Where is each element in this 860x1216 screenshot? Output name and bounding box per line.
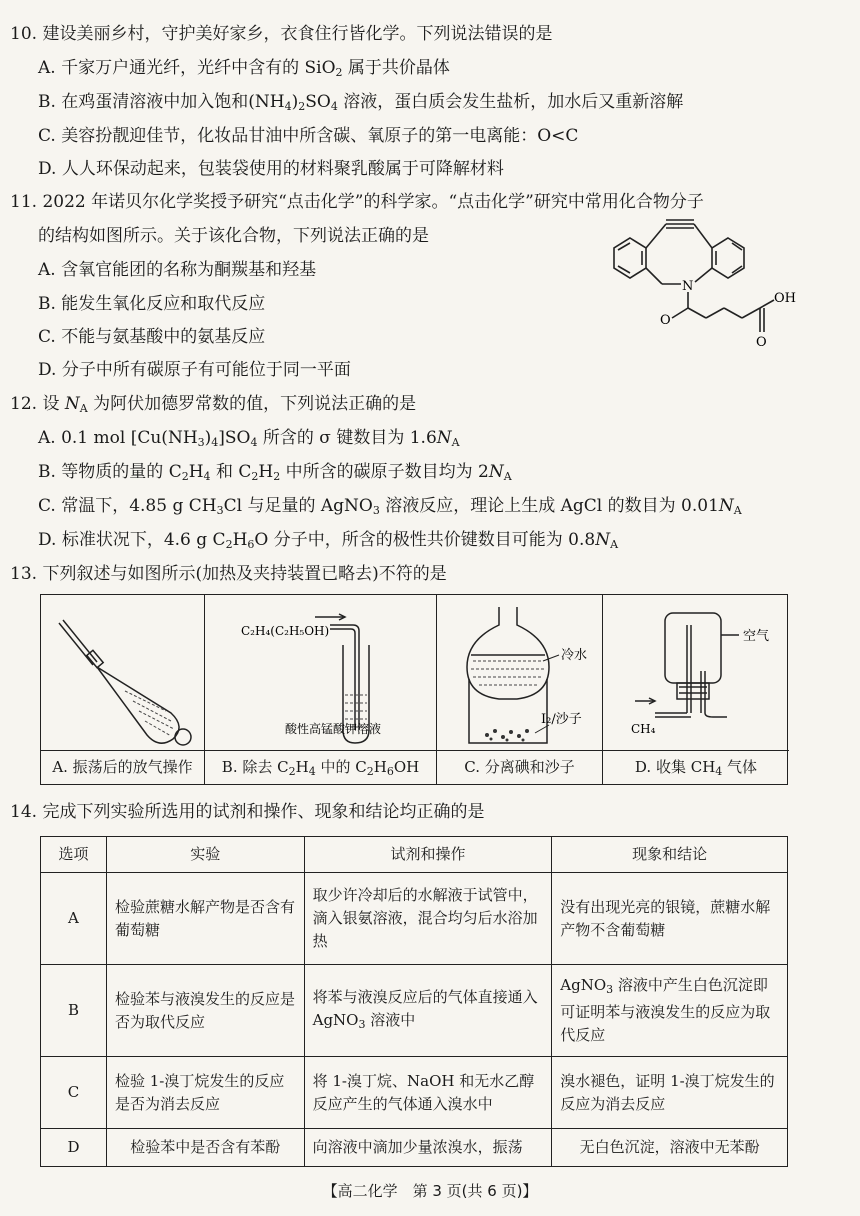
apparatus-b-gas-label: C₂H₄(C₂H₅OH) — [241, 624, 330, 638]
apparatus-caption-d: D. 收集 $CH_4$ 气体 — [603, 750, 789, 784]
q14-stem: 14. 完成下列实验所选用的试剂和操作、现象和结论均正确的是 — [10, 802, 485, 822]
table-row — [41, 1129, 788, 1167]
table-row — [41, 1057, 788, 1129]
apparatus-d-air-label: 空气 — [743, 629, 770, 644]
row-d-experiment: 检验苯中是否含有苯酚 — [106, 1129, 304, 1167]
row-b-operation: 将苯与液溴反应后的气体直接通入 AgNO$_3$ 溶液中 — [304, 965, 552, 1057]
q10-option-c: C. 美容扮靓迎佳节，化妆品甘油中所含碳、氧原子的第一电离能：O<C — [38, 126, 579, 146]
apparatus-caption-b: B. 除去 $C_2H_4$ 中的 $C_2H_6OH$ — [205, 750, 436, 784]
q11-option-a: A. 含氧官能团的名称为酮羰基和羟基 — [38, 260, 317, 280]
row-a-result: 没有出现光亮的银镜，蔗糖水解产物不含葡萄糖 — [552, 873, 788, 965]
apparatus-cell-d — [603, 595, 789, 784]
table-row — [41, 965, 788, 1057]
separatory-funnel-illustration — [41, 595, 205, 753]
row-b-option: B — [41, 965, 107, 1057]
structure-ketone-o-label: O — [660, 313, 671, 328]
structure-n-label: N — [682, 279, 694, 294]
row-c-experiment: 检验 1-溴丁烷发生的反应是否为消去反应 — [106, 1057, 304, 1129]
q10-option-a: A. 千家万户通光纤，光纤中含有的 SiO$_2$ 属于共价晶体 — [38, 58, 450, 79]
q11-stem-line2: 的结构如图所示。关于该化合物，下列说法正确的是 — [38, 226, 429, 246]
q12-option-c: C. 常温下，4.85 g $CH_3Cl$ 与足量的 AgNO$_3$ 溶液反应，理论上生成 AgCl 的数目为 $0.01N_A$ — [38, 496, 742, 517]
structure-oh-label: OH — [774, 291, 796, 306]
sublimation-flask-illustration — [437, 595, 603, 753]
apparatus-cell-b — [205, 595, 437, 784]
header-reagent-operation: 试剂和操作 — [304, 837, 552, 873]
row-a-operation: 取少许冷却后的水解液于试管中，滴入银氨溶液，混合均匀后水浴加热 — [304, 873, 552, 965]
apparatus-caption-c: C. 分离碘和沙子 — [437, 750, 602, 784]
row-c-option: C — [41, 1057, 107, 1129]
row-a-option: A — [41, 873, 107, 965]
header-option: 选项 — [41, 837, 107, 873]
apparatus-cell-a — [41, 595, 205, 784]
q13-apparatus-table — [40, 594, 788, 785]
row-a-experiment: 检验蔗糖水解产物是否含有葡萄糖 — [106, 873, 304, 965]
q10-option-d: D. 人人环保动起来，包装袋使用的材料聚乳酸属于可降解材料 — [38, 159, 504, 179]
table-header-row — [41, 837, 788, 873]
row-d-result: 无白色沉淀，溶液中无苯酚 — [552, 1129, 788, 1167]
q11-structure-diagram — [600, 210, 800, 360]
row-c-operation: 将 1-溴丁烷、NaOH 和无水乙醇反应产生的气体通入溴水中 — [304, 1057, 552, 1129]
q10-option-b: B. 在鸡蛋清溶液中加入饱和$(NH_4)_2SO_4$ 溶液，蛋白质会发生盐析，加水后又重新溶解 — [38, 92, 684, 113]
row-b-experiment: 检验苯与液溴发生的反应是否为取代反应 — [106, 965, 304, 1057]
q14-experiment-table — [40, 836, 788, 1167]
table-row — [41, 873, 788, 965]
apparatus-caption-a: A. 振荡后的放气操作 — [41, 750, 204, 784]
gas-collection-bottle-illustration — [603, 595, 789, 753]
row-c-result: 溴水褪色，证明 1-溴丁烷发生的反应为消去反应 — [552, 1057, 788, 1129]
q11-option-b: B. 能发生氧化反应和取代反应 — [38, 294, 266, 314]
q11-stem-line1: 11. 2022 年诺贝尔化学奖授予研究“点击化学”的科学家。“点击化学”研究中常用化合物分子 — [10, 192, 704, 212]
apparatus-d-ch4-label: CH₄ — [631, 722, 656, 736]
q12-option-b: B. 等物质的量的 $C_2H_4$ 和 $C_2H_2$ 中所含的碳原子数目均为 $2N_A$ — [38, 462, 512, 483]
q12-option-a: A. 0.1 mol $[Cu(NH_3)_4]SO_4$ 所含的 σ 键数目为 $1.6N_A$ — [38, 428, 460, 449]
q12-stem: 12. 设 $N_A$ 为阿伏加德罗常数的值，下列说法正确的是 — [10, 394, 417, 415]
structure-acid-o-label: O — [756, 335, 767, 350]
row-b-result: AgNO$_3$ 溶液中产生白色沉淀即可证明苯与液溴发生的反应为取代反应 — [552, 965, 788, 1057]
q13-stem: 13. 下列叙述与如图所示(加热及夹持装置已略去)不符的是 — [10, 564, 447, 584]
apparatus-b-solution-label: 酸性高锰酸钾溶液 — [285, 722, 382, 736]
row-d-option: D — [41, 1129, 107, 1167]
q10-stem: 10. 建设美丽乡村，守护美好家乡，衣食住行皆化学。下列说法错误的是 — [10, 24, 553, 44]
q11-option-d: D. 分子中所有碳原子有可能位于同一平面 — [38, 360, 351, 380]
gas-washing-tube-illustration — [205, 595, 437, 753]
header-experiment: 实验 — [106, 837, 304, 873]
q11-option-c: C. 不能与氨基酸中的氨基反应 — [38, 327, 266, 347]
page-footer: 【高二化学 第 3 页(共 6 页)】 — [322, 1182, 538, 1200]
apparatus-c-sand-label: I₂/沙子 — [541, 712, 582, 727]
q12-option-d: D. 标准状况下，4.6 g $C_2H_6O$ 分子中，所含的极性共价键数目可能为 $0.8N_A$ — [38, 530, 619, 551]
row-d-operation: 向溶液中滴加少量浓溴水，振荡 — [304, 1129, 552, 1167]
apparatus-cell-c — [437, 595, 603, 784]
apparatus-c-water-label: 冷水 — [561, 648, 588, 663]
header-phenomenon-conclusion: 现象和结论 — [552, 837, 788, 873]
